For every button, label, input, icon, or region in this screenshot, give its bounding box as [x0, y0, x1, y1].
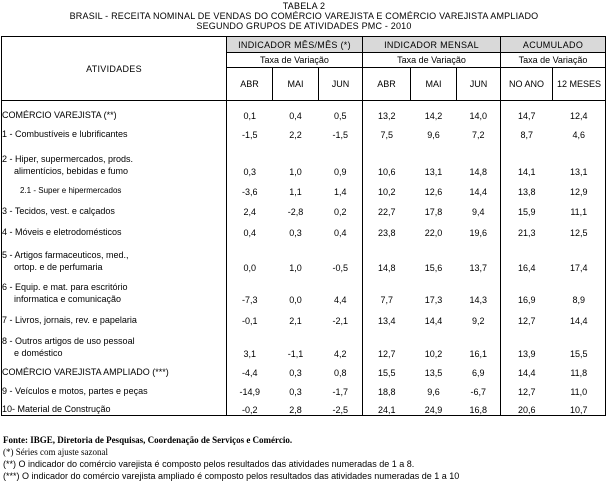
activity-label — [2, 359, 227, 378]
value-cell: 10,2 — [363, 177, 411, 197]
value-cell: 13,7 — [469, 262, 488, 273]
value-cell: -2,5 — [319, 397, 363, 416]
value-cell: 21,3 — [501, 217, 553, 238]
col-header: 12 MESES — [553, 68, 606, 101]
footnote-2: (**) O indicador do comércio varejista é composto pelos resultados das atividades numeradas de 1 a 8. — [3, 459, 415, 469]
value-cell: -0,5 — [332, 262, 348, 273]
table-title: BRASIL - RECEITA NOMINAL DE VENDAS DO COMÉRCIO VAREJISTA E COMÉRCIO VAREJISTA AMPLIADO — [69, 11, 539, 21]
sales-table — [1, 36, 606, 416]
group-header-accumulated: ACUMULADO — [501, 37, 606, 53]
activity-label — [2, 177, 227, 197]
value-cell: -2,8 — [287, 206, 304, 217]
value-cell: 1,0 — [289, 262, 302, 273]
activity-label — [2, 140, 227, 177]
col-header: NO ANO — [501, 68, 553, 101]
value-cell: 9,6 — [427, 386, 440, 397]
footnotes — [3, 434, 459, 482]
activity-label-line: e doméstico — [14, 347, 63, 358]
value-cell: 14,0 — [469, 110, 488, 121]
table-row — [2, 326, 606, 359]
col-header: JUN — [457, 68, 501, 101]
value-cell: 14,4 — [424, 315, 443, 326]
table-row — [2, 305, 606, 326]
table-row — [2, 121, 606, 140]
footnote-3: (***) O indicador do comércio varejista ampliado é composto pelos resultados das atividades numeradas de 1 a 10 — [3, 471, 460, 481]
value-cell: 15,5 — [553, 326, 606, 359]
value-cell: 16,9 — [501, 273, 553, 305]
value-cell: 12,7 — [501, 305, 553, 326]
value-cell: 12,7 — [363, 326, 411, 359]
table-row — [2, 140, 606, 177]
value-cell: 20,6 — [501, 397, 553, 416]
value-cell: -1,7 — [332, 386, 348, 397]
col-header: ABR — [227, 68, 273, 101]
value-cell: 11,1 — [553, 197, 606, 217]
value-cell: -2,1 — [332, 315, 348, 326]
table-row — [2, 177, 606, 197]
value-cell: 14,1 — [501, 140, 553, 177]
group-header-mom: INDICADOR MÊS/MÊS (*) — [227, 37, 363, 53]
value-cell: 22,7 — [363, 197, 411, 217]
value-cell: 13,4 — [363, 305, 411, 326]
value-cell: 0,8 — [333, 367, 347, 378]
source-note: Fonte: IBGE, Diretoria de Pesquisas, Coordenação de Serviços e Comércio. — [3, 435, 293, 445]
value-cell: 14,4 — [501, 359, 553, 378]
activity-label — [2, 197, 227, 217]
activity-label-line: 9 - Veículos e motos, partes e peças — [2, 385, 148, 396]
value-cell: 0,3 — [289, 386, 302, 397]
value-cell: 23,8 — [363, 217, 411, 238]
value-cell: 17,3 — [424, 294, 443, 305]
value-cell: -0,2 — [227, 397, 273, 416]
value-cell: -1,5 — [332, 129, 348, 140]
value-cell: -1,1 — [287, 348, 304, 359]
value-cell: 1,0 — [289, 166, 302, 177]
value-cell: 2,4 — [227, 197, 273, 217]
value-cell: 0,2 — [333, 206, 347, 217]
subheader-accumulated: Taxa de Variação — [501, 53, 606, 68]
value-cell: 7,7 — [363, 273, 411, 305]
value-cell: 14,3 — [469, 294, 488, 305]
value-cell: 14,4 — [553, 305, 606, 326]
value-cell: 3,1 — [227, 326, 273, 359]
table-row — [2, 101, 606, 121]
value-cell: 17,4 — [553, 238, 606, 273]
value-cell: 13,1 — [553, 140, 606, 177]
value-cell: 16,4 — [501, 238, 553, 273]
table-row — [2, 238, 606, 273]
value-cell: 0,0 — [227, 238, 273, 273]
value-cell: 0,4 — [333, 227, 347, 238]
activity-label — [2, 121, 227, 140]
value-cell: 14,8 — [469, 166, 488, 177]
activity-label-line: informatica e comunicação — [14, 293, 122, 304]
value-cell: 8,9 — [553, 273, 606, 305]
activity-label-line: alimentícios, bebidas e fumo — [14, 165, 129, 176]
value-cell: 0,5 — [333, 110, 347, 121]
table-row — [2, 197, 606, 217]
value-cell: 1,4 — [333, 186, 347, 197]
value-cell: 22,0 — [424, 227, 443, 238]
value-cell: 7,5 — [363, 121, 411, 140]
value-cell: 24,9 — [411, 397, 457, 416]
value-cell: 16,1 — [469, 348, 488, 359]
activity-label — [2, 273, 227, 305]
activity-label — [2, 378, 227, 397]
value-cell: 4,6 — [553, 121, 606, 140]
table-number: TABELA 2 — [282, 1, 326, 11]
table-row — [2, 378, 606, 397]
value-cell: 4,2 — [333, 348, 347, 359]
value-cell: 13,2 — [363, 101, 411, 121]
subheader-mom: Taxa de Variação — [227, 53, 363, 68]
value-cell: 2,2 — [289, 129, 302, 140]
value-cell: 15,9 — [501, 197, 553, 217]
value-cell: 11,0 — [553, 378, 606, 397]
value-cell: 12,5 — [553, 217, 606, 238]
activity-label-line: 8 - Outros artigos de uso pessoal — [2, 335, 135, 346]
value-cell: 12,7 — [501, 378, 553, 397]
value-cell: -4,4 — [227, 359, 273, 378]
col-header: MAI — [411, 68, 457, 101]
activity-label-line: 6 - Equip. e mat. para escritório — [2, 281, 128, 292]
activity-label — [2, 238, 227, 273]
table-subtitle: SEGUNDO GRUPOS DE ATIVIDADES PMC - 2010 — [196, 21, 412, 31]
value-cell: 10,6 — [363, 140, 411, 177]
value-cell: -0,1 — [227, 305, 273, 326]
table-row — [2, 273, 606, 305]
activity-label-line: 1 - Combustíveis e lubrificantes — [2, 128, 128, 139]
activity-label-line: ortop. e de perfumaria — [14, 261, 103, 272]
activity-label-line: 2 - Hiper, supermercados, prods. — [2, 153, 134, 164]
col-header: MAI — [273, 68, 319, 101]
col-header: JUN — [319, 68, 363, 101]
value-cell: 6,9 — [472, 367, 485, 378]
activity-label-line: 3 - Tecidos, vest. e calçados — [2, 205, 115, 216]
activity-label-line: 4 - Móveis e eletrodomésticos — [2, 226, 122, 237]
subheader-monthly: Taxa de Variação — [363, 53, 501, 68]
value-cell: 15,5 — [363, 359, 411, 378]
value-cell: 8,7 — [501, 121, 553, 140]
value-cell: 17,8 — [424, 206, 443, 217]
value-cell: 2,8 — [273, 397, 319, 416]
activity-label-line: COMÉRCIO VAREJISTA AMPLIADO (***) — [2, 366, 169, 377]
value-cell: 11,8 — [553, 359, 606, 378]
activity-label — [2, 217, 227, 238]
value-cell: 15,6 — [424, 262, 443, 273]
value-cell: 10,7 — [553, 397, 606, 416]
value-cell: 10,2 — [424, 348, 443, 359]
value-cell: -7,3 — [227, 273, 273, 305]
activity-label-line: COMÉRCIO VAREJISTA (**) — [2, 109, 117, 120]
value-cell: 18,8 — [363, 378, 411, 397]
value-cell: -3,6 — [227, 177, 273, 197]
value-cell: 13,1 — [424, 166, 443, 177]
activity-label — [2, 326, 227, 359]
value-cell: 24,1 — [363, 397, 411, 416]
value-cell: 0,3 — [289, 227, 302, 238]
value-cell: 0,1 — [227, 101, 273, 121]
value-cell: 7,2 — [472, 129, 485, 140]
table-row — [2, 397, 606, 416]
activity-label-line: 7 - Livros, jornais, rev. e papelaria — [2, 314, 137, 325]
activity-label-line: 2.1 - Super e hipermercados — [20, 185, 122, 195]
activity-label-line: 10- Material de Construção — [2, 404, 111, 414]
activities-header: ATIVIDADES — [2, 37, 227, 101]
value-cell: 2,1 — [289, 315, 302, 326]
value-cell: 16,8 — [457, 397, 501, 416]
col-header: ABR — [363, 68, 411, 101]
activity-label — [2, 397, 227, 416]
value-cell: -14,9 — [227, 378, 273, 397]
table-body — [2, 101, 606, 416]
group-header-monthly: INDICADOR MENSAL — [363, 37, 501, 53]
value-cell: 14,8 — [363, 238, 411, 273]
value-cell: 12,4 — [553, 101, 606, 121]
value-cell: 1,1 — [289, 186, 302, 197]
footnote-1: (*) Séries com ajuste sazonal — [3, 447, 108, 457]
value-cell: 0,3 — [289, 367, 302, 378]
value-cell: 0,4 — [289, 110, 302, 121]
activity-label — [2, 305, 227, 326]
value-cell: 13,5 — [424, 367, 443, 378]
value-cell: 12,6 — [424, 186, 443, 197]
value-cell: 0,4 — [227, 217, 273, 238]
value-cell: 12,9 — [553, 177, 606, 197]
value-cell: 9,6 — [427, 129, 440, 140]
value-cell: 19,6 — [469, 227, 488, 238]
table-row — [2, 359, 606, 378]
value-cell: 4,4 — [333, 294, 347, 305]
value-cell: -1,5 — [227, 121, 273, 140]
value-cell: -6,7 — [470, 386, 487, 397]
value-cell: 14,2 — [424, 110, 443, 121]
value-cell: 14,4 — [469, 186, 488, 197]
value-cell: 14,7 — [501, 101, 553, 121]
activity-label — [2, 101, 227, 121]
value-cell: 13,9 — [501, 326, 553, 359]
group-header-row — [2, 37, 606, 53]
activity-label-line: 5 - Artigos farmaceuticos, med., — [2, 249, 129, 260]
value-cell: 9,4 — [472, 206, 485, 217]
value-cell: 9,2 — [472, 315, 485, 326]
table-row — [2, 217, 606, 238]
value-cell: 0,9 — [333, 166, 347, 177]
value-cell: 0,3 — [227, 140, 273, 177]
value-cell: 13,8 — [501, 177, 553, 197]
value-cell: 0,0 — [289, 294, 302, 305]
